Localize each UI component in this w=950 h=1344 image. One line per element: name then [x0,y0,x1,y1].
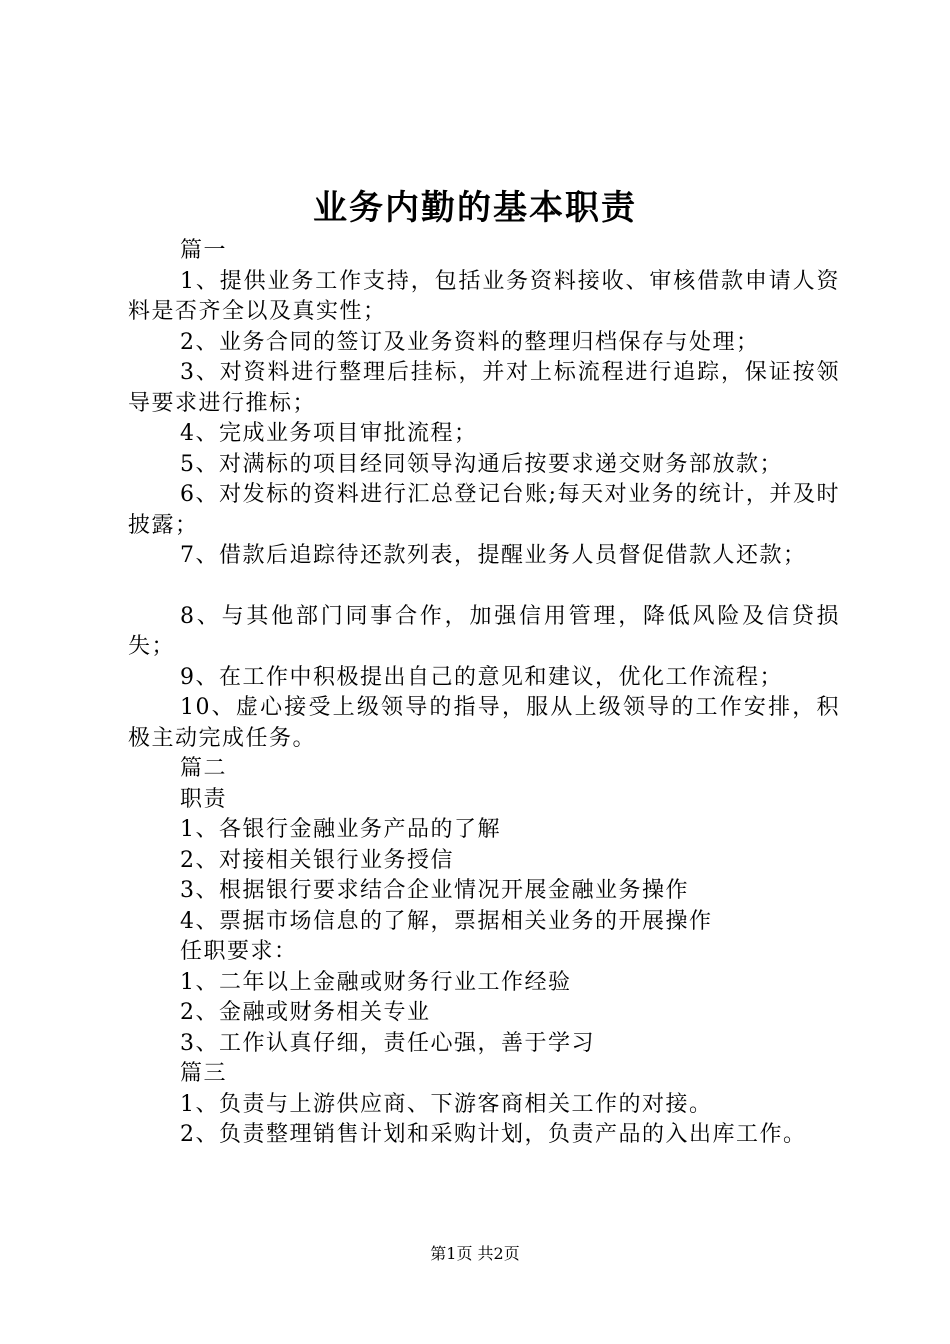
paragraph: 7、借款后追踪待还款列表，提醒业务人员督促借款人还款； [180,543,807,568]
paragraph: 4、票据市场信息的了解，票据相关业务的开展操作 [180,908,713,934]
paragraph: 10、虚心接受上级领导的指导，服从上级领导的工作安排，积极主动完成任务。 [128,695,840,751]
paragraph: 4、完成业务项目审批流程； [180,421,478,446]
paragraph: 1、二年以上金融或财务行业工作经验 [180,969,572,995]
paragraph: 3、工作认真仔细，责任心强，善于学习 [180,1030,595,1056]
paragraph: 2、负责整理销售计划和采购计划，负责产品的入出库工作。 [180,1122,807,1147]
paragraph: 2、对接相关银行业务授信 [180,847,454,873]
paragraph: 9、在工作中积极提出自己的意见和建议，优化工作流程； [180,664,783,690]
section-heading: 篇一 [180,238,228,263]
paragraph: 5、对满标的项目经同领导沟通后按要求递交财务部放款； [180,451,783,477]
section-heading: 篇三 [180,1061,228,1086]
paragraph: 8、与其他部门同事合作，加强信用管理，降低风险及信贷损失； [128,603,840,659]
paragraph: 2、业务合同的签订及业务资料的整理归档保存与处理； [180,329,760,355]
paragraph: 2、金融或财务相关专业 [180,1000,431,1025]
section-heading: 篇二 [180,756,228,781]
page-title: 业务内勤的基本职责 [313,188,637,228]
subheading: 职责 [180,786,228,812]
paragraph: 6、对发标的资料进行汇总登记台账;每天对业务的统计，并及时披露； [128,482,840,538]
document-body [128,236,840,1151]
paragraph: 1、负责与上游供应商、下游客商相关工作的对接。 [180,1091,713,1117]
paragraph: 1、各银行金融业务产品的了解 [180,817,501,842]
page-footer: 第1页 共2页 [430,1244,520,1263]
paragraph: 3、根据银行要求结合企业情况开展金融业务操作 [180,878,689,903]
paragraph: 1、提供业务工作支持，包括业务资料接收、审核借款申请人资料是否齐全以及真实性； [128,268,840,324]
paragraph: 3、对资料进行整理后挂标，并对上标流程进行追踪，保证按领导要求进行推标； [128,360,840,416]
subheading: 任职要求： [180,939,298,964]
